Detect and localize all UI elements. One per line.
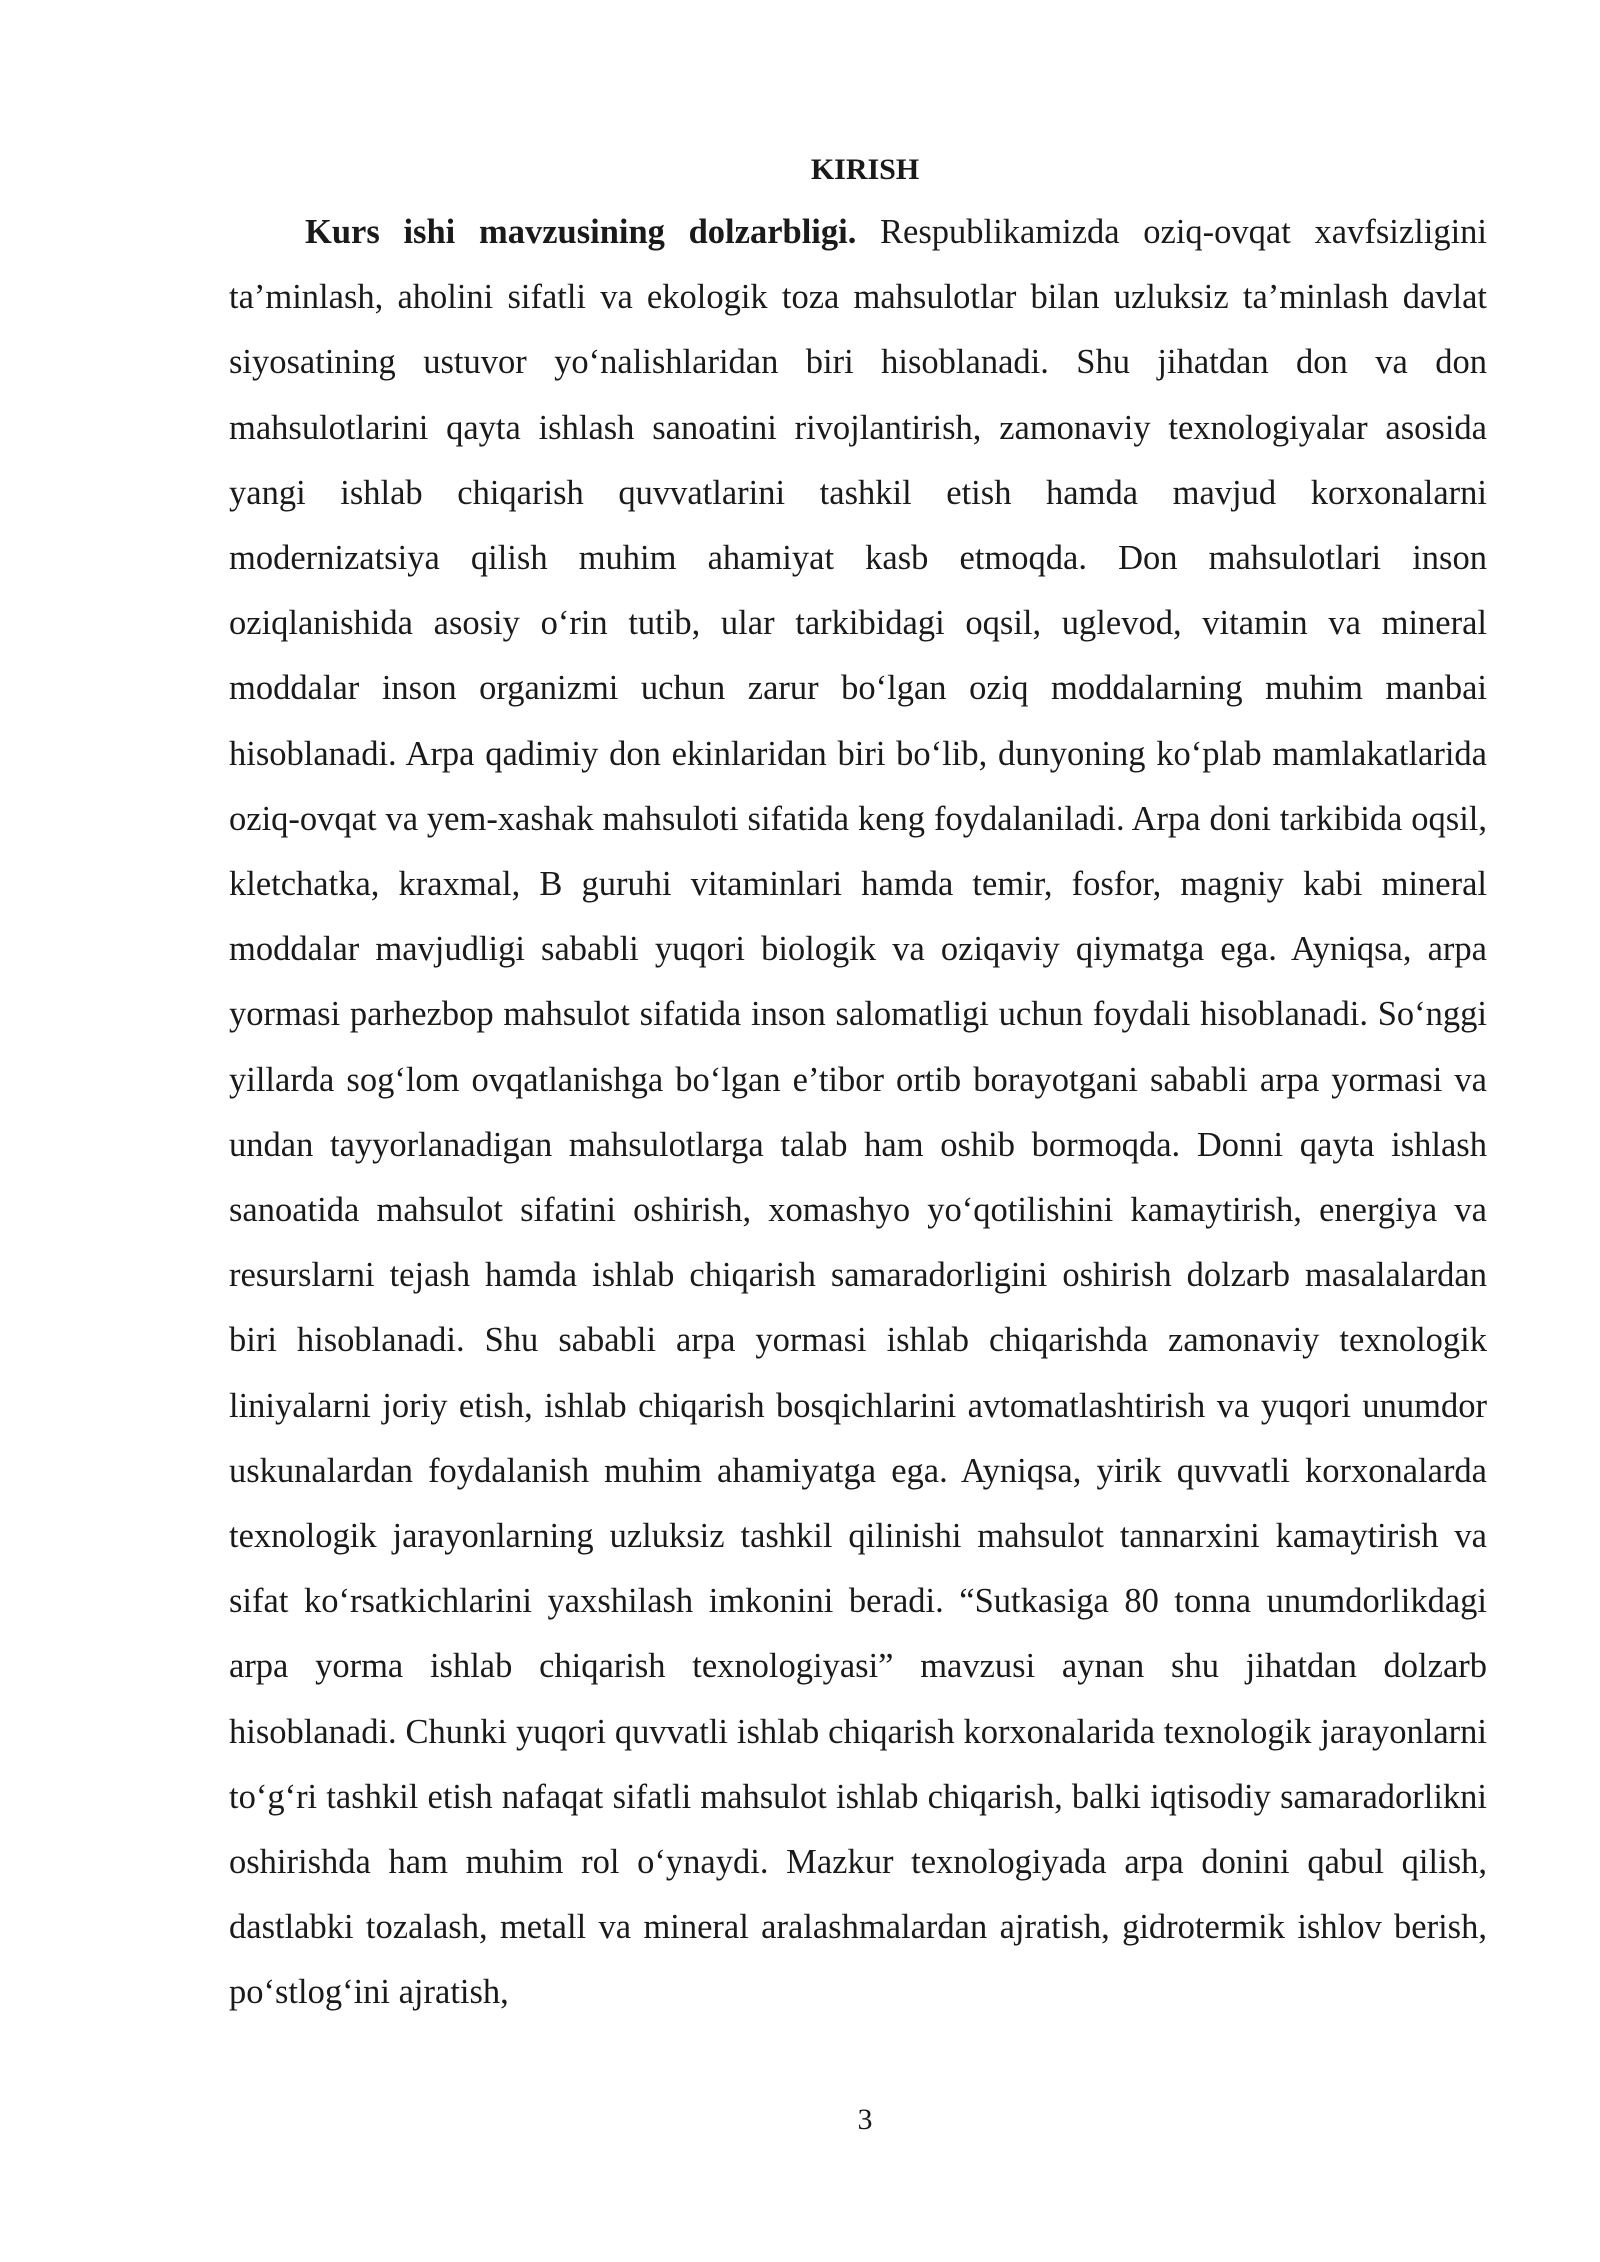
section-title: KIRISH <box>810 153 920 186</box>
paragraph-lead: Kurs ishi mavzusining dolzarbligi. <box>305 213 857 251</box>
paragraph-text: Respublikamizda oziq-ovqat xavfsizligini ta’minlash, aholini sifatli va ekologik toza mahsulotlar bilan uzluksiz ta’minlash davlat siyosatining ustuvor yo‘nalishlaridan biri hisoblanadi. Shu jihatdan don va don mahsulotlarini qayta ishlash sanoatini rivojlantirish, zamonaviy texnologiyalar asosida yangi ishlab chiqarish quvvatlarini tashkil etish hamda mavjud korxonalarni modernizatsiya qilish muhim ahamiyat kasb etmoqda. Don mahsulotlari inson oziqlanishida asosiy o‘rin tutib, ular tarkibidagi oqsil, uglevod, vitamin va mineral moddalar inson organizmi uchun zarur bo‘lgan oziq moddalarning muhim manbai hisoblanadi. Arpa qadimiy don ekinlaridan biri bo‘lib, dunyoning ko‘plab mamlakatlarida oziq-ovqat va yem-xashak mahsuloti sifatida keng foydalaniladi. Arpa doni tarkibida oqsil, kletchatka, kraxmal, B guruhi vitaminlari hamda temir, fosfor, magniy kabi mineral moddalar mavjudligi sababli yuqori biologik va oziqaviy qiymatga ega. Ayniqsa, arpa yormasi parhezbop mahsulot sifatida inson salomatligi uchun foydali hisoblanadi. So‘nggi yillarda sog‘lom ovqatlanishga bo‘lgan e’tibor ortib borayotgani sababli arpa yormasi va undan tayyorlanadigan mahsulotlarga talab ham oshib bormoqda. Donni qayta ishlash sanoatida mahsulot sifatini oshirish, xomashyo yo‘qotilishini kamaytirish, energiya va resurslarni tejash hamda ishlab chiqarish samaradorligini oshirish dolzarb masalalardan biri hisoblanadi. Shu sababli arpa yormasi ishlab chiqarishda zamonaviy texnologik liniyalarni joriy etish, ishlab chiqarish bosqichlarini avtomatlashtirish va yuqori unumdor uskunalardan foydalanish muhim ahamiyatga ega. Ayniqsa, yirik quvvatli korxonalarda texnologik jarayonlarning uzluksiz tashkil qilinishi mahsulot tannarxini kamaytirish va sifat ko‘rsatkichlarini yaxshilash imkonini beradi. “Sutkasiga 80 tonna unumdorlikdagi arpa yorma ishlab chiqarish texnologiyasi” mavzusi aynan shu jihatdan dolzarb hisoblanadi. Chunki yuqori quvvatli ishlab chiqarish korxonalarida texnologik jarayonlarni to‘g‘ri tashkil etish nafaqat sifatli mahsulot ishlab chiqarish, balki iqtisodiy samaradorlikni oshirishda ham muhim rol o‘ynaydi. Mazkur texnologiyada arpa donini qabul qilish, dastlabki tozalash, metall va mineral aralashmalardan ajratish, gidrotermik ishlov berish, po‘stlog‘ini ajratish, <box>229 213 1487 2012</box>
page-number: 3 <box>857 2103 873 2136</box>
body-paragraph <box>229 200 1487 2026</box>
